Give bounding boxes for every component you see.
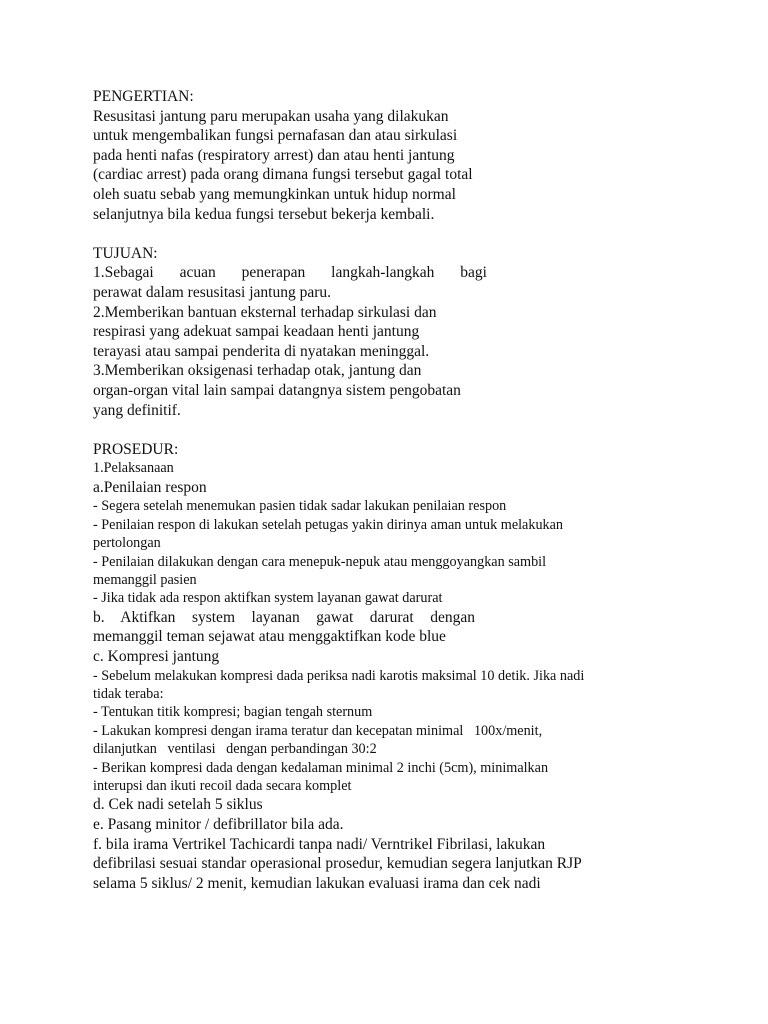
section-prosedur [93, 440, 693, 894]
section-heading-prosedur: PROSEDUR: [93, 440, 179, 458]
section-spacer [93, 224, 693, 244]
list-item: memanggil pasien [93, 571, 197, 588]
list-item: dilanjutkan ventilasi dengan perbandingan 30:2 [93, 741, 377, 758]
list-item: - Penilaian respon di lakukan setelah petugas yakin dirinya aman untuk melakukan [93, 516, 564, 533]
list-item: - Berikan kompresi dada dengan kedalaman minimal 2 inchi (5cm), minimalkan [93, 759, 549, 776]
list-item: terayasi atau sampai penderita di nyatakan meninggal. [93, 342, 430, 360]
list-item: e. Pasang minitor / defibrillator bila ada. [93, 815, 344, 833]
paragraph-line: selanjutnya bila kedua fungsi tersebut bekerja kembali. [93, 205, 435, 223]
section-heading-tujuan: TUJUAN: [93, 244, 158, 262]
list-item: interupsi dan ikuti recoil dada secara komplet [93, 777, 352, 794]
list-item: - Tentukan titik kompresi; bagian tengah sternum [93, 704, 373, 721]
list-item: 1.Pelaksanaan [93, 460, 174, 477]
paragraph-line: untuk mengembalikan fungsi pernafasan dan atau sirkulasi [93, 127, 458, 145]
paragraph-line: (cardiac arrest) pada orang dimana fungsi tersebut gagal total [93, 166, 473, 184]
list-item: - Jika tidak ada respon aktifkan system layanan gawat darurat [93, 590, 443, 607]
list-item: - Lakukan kompresi dengan irama teratur dan kecepatan minimal 100x/menit, [93, 722, 543, 739]
list-item: yang definitif. [93, 401, 181, 419]
list-item: organ-organ vital lain sampai datangnya sistem pengobatan [93, 381, 461, 399]
list-item: 2.Memberikan bantuan eksternal terhadap sirkulasi dan [93, 303, 437, 321]
list-item: - Segera setelah menemukan pasien tidak sadar lakukan penilaian respon [93, 498, 507, 515]
list-item: - Sebelum melakukan kompresi dada periksa nadi karotis maksimal 10 detik. Jika nadi [93, 667, 585, 684]
list-item: tidak teraba: [93, 685, 164, 702]
document-page [93, 87, 693, 893]
list-item: d. Cek nadi setelah 5 siklus [93, 796, 263, 814]
section-heading-pengertian: PENGERTIAN: [93, 88, 194, 105]
list-item: 1.Sebagai acuan penerapan langkah-langkah bagi [93, 264, 487, 282]
list-item: a.Penilaian respon [93, 478, 207, 496]
section-tujuan [93, 244, 693, 420]
list-item: defibrilasi sesuai standar operasional prosedur, kemudian segera lanjutkan RJP [93, 855, 582, 873]
paragraph-line: Resusitasi jantung paru merupakan usaha yang dilakukan [93, 107, 449, 125]
section-spacer [93, 420, 693, 440]
list-item: - Penilaian dilakukan dengan cara menepuk-nepuk atau menggoyangkan sambil [93, 553, 547, 570]
list-item: selama 5 siklus/ 2 menit, kemudian lakukan evaluasi irama dan cek nadi [93, 874, 541, 892]
list-item: pertolongan [93, 535, 161, 552]
list-item: memanggil teman sejawat atau menggaktifkan kode blue [93, 628, 446, 646]
paragraph-line: oleh suatu sebab yang memungkinkan untuk hidup normal [93, 185, 456, 203]
list-item: 3.Memberikan oksigenasi terhadap otak, jantung dan [93, 362, 422, 380]
list-item: b. Aktifkan system layanan gawat darurat dengan [93, 608, 475, 626]
list-item: perawat dalam resusitasi jantung paru. [93, 283, 332, 301]
list-item: f. bila irama Vertrikel Tachicardi tanpa nadi/ Verntrikel Fibrilasi, lakukan [93, 835, 546, 853]
paragraph-line: pada henti nafas (respiratory arrest) dan atau henti jantung [93, 146, 455, 164]
list-item: c. Kompresi jantung [93, 647, 220, 665]
list-item: respirasi yang adekuat sampai keadaan henti jantung [93, 323, 420, 341]
section-pengertian [93, 87, 693, 224]
